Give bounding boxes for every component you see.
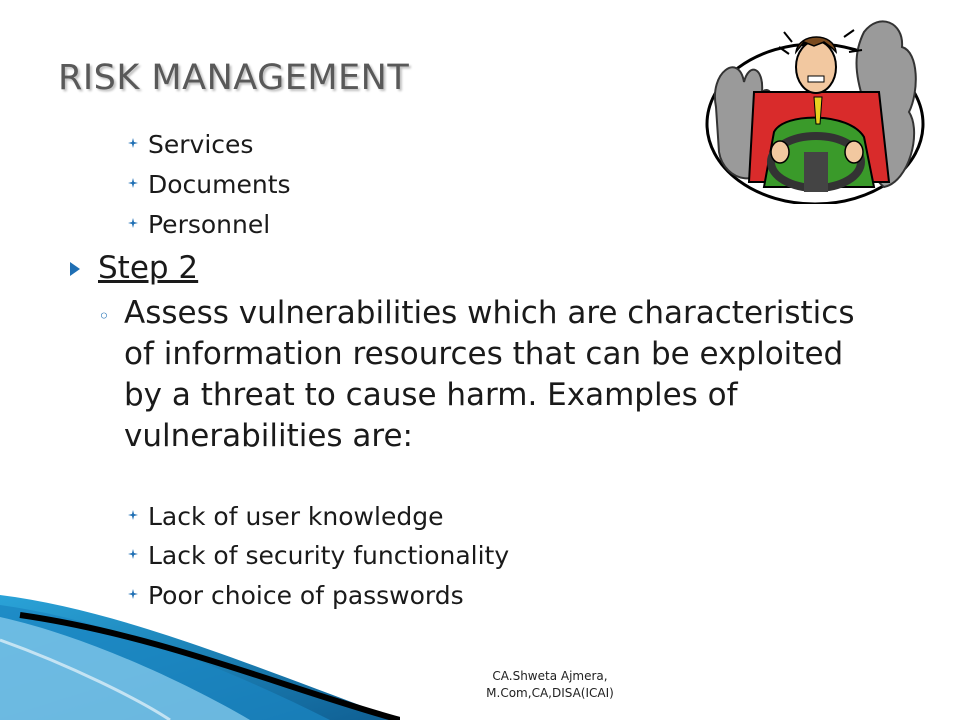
star-bullet-icon <box>128 178 138 188</box>
stressed-driver-clipart <box>704 12 926 204</box>
footer-line-1: CA.Shweta Ajmera, <box>492 669 608 683</box>
list-item-user-knowledge <box>148 502 443 531</box>
star-bullet-icon <box>128 589 138 599</box>
list-item-label: Services <box>148 130 254 159</box>
footer-line-2: M.Com,CA,DISA(ICAI) <box>486 686 614 700</box>
list-item-documents <box>148 170 291 199</box>
paragraph-text: Assess vulnerabilities which are characteristics of information resources that can be exploited by a threat to cause harm. Examples of vulnerabilities are: <box>124 295 855 454</box>
triangle-bullet-icon <box>70 262 80 276</box>
list-item-label: Documents <box>148 170 291 199</box>
footer-credit <box>450 668 650 702</box>
corner-wave-decoration <box>0 595 400 720</box>
list-item-label: Personnel <box>148 210 271 239</box>
star-bullet-icon <box>128 218 138 228</box>
list-item-label: Lack of security functionality <box>148 541 510 570</box>
list-item-security-functionality <box>148 541 509 570</box>
list-item-passwords <box>148 581 464 610</box>
step-heading: Step 2 <box>98 250 199 286</box>
list-item-personnel <box>148 210 270 239</box>
list-item-label: Lack of user knowledge <box>148 502 444 531</box>
list-item-services <box>148 130 253 159</box>
star-bullet-icon <box>128 138 138 148</box>
ring-bullet-icon: ◦ <box>98 304 110 328</box>
slide-title: RISK MANAGEMENT <box>58 58 410 98</box>
star-bullet-icon <box>128 549 138 559</box>
list-item-label: Poor choice of passwords <box>148 581 464 610</box>
star-bullet-icon <box>128 510 138 520</box>
